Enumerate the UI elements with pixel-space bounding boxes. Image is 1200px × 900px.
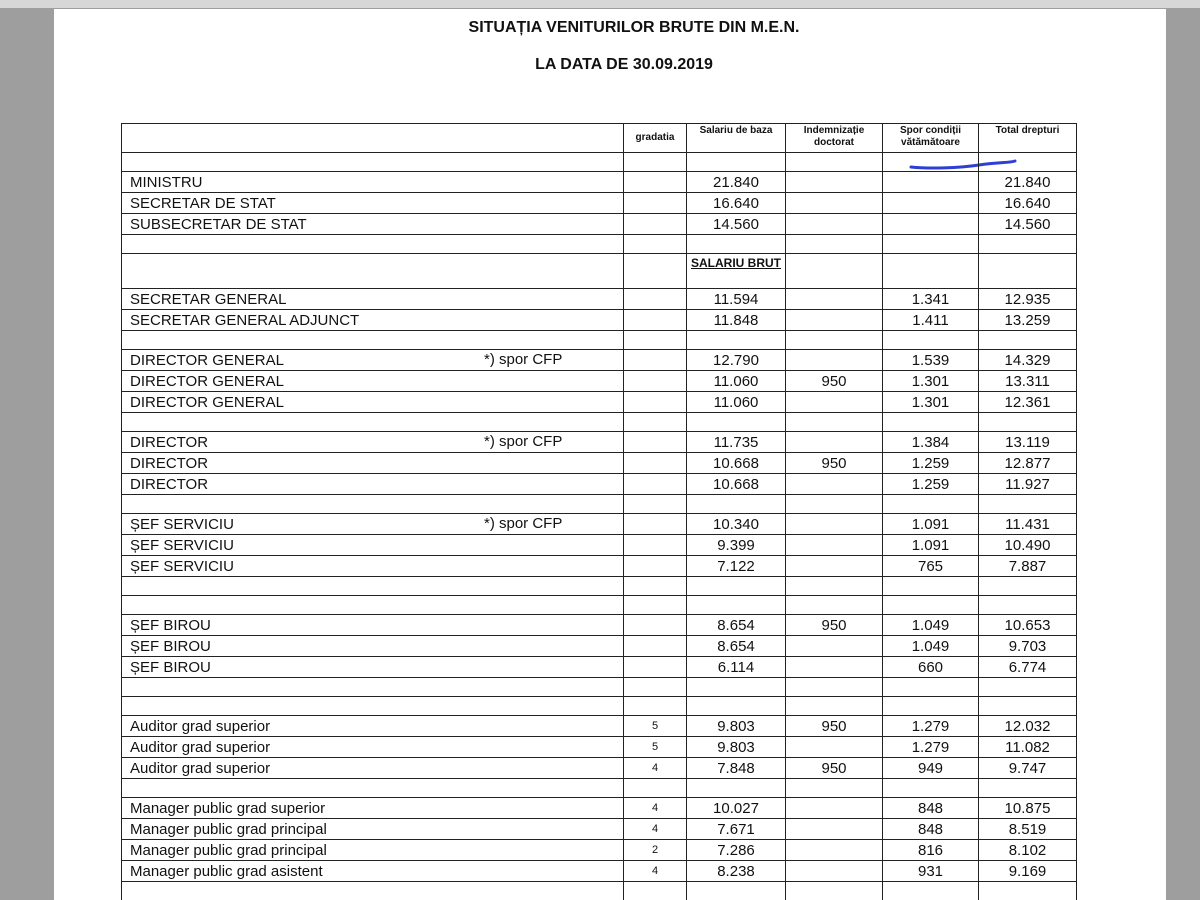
empty-cell (624, 413, 687, 432)
empty-cell (122, 697, 624, 716)
header-spor: Spor condiții vătămătoare (883, 124, 979, 153)
salariu-cell: 9.803 (687, 737, 786, 758)
position-cell (122, 432, 624, 453)
spor-cell: 1.341 (883, 289, 979, 310)
table-row (122, 636, 1077, 657)
gradatia-cell: 4 (624, 861, 687, 882)
table-row (122, 758, 1077, 779)
empty-cell (122, 577, 624, 596)
empty-cell (979, 235, 1077, 254)
header-indemnizatie: Indemnizație doctorat (786, 124, 883, 153)
gradatia-cell: 4 (624, 819, 687, 840)
spor-cell: 949 (883, 758, 979, 779)
table-row (122, 861, 1077, 882)
empty-cell (624, 697, 687, 716)
table-row (122, 535, 1077, 556)
empty-cell (687, 495, 786, 514)
total-cell: 12.361 (979, 392, 1077, 413)
empty-cell (786, 495, 883, 514)
gradatia-cell (624, 371, 687, 392)
indemnizatie-cell (786, 840, 883, 861)
spacer-row (122, 596, 1077, 615)
position-cell (122, 392, 624, 413)
position-name: SUBSECRETAR DE STAT (130, 215, 307, 233)
gradatia-cell (624, 350, 687, 371)
position-name: Manager public grad principal (130, 841, 327, 859)
spor-cfp-note: *) spor CFP (484, 515, 563, 532)
gradatia-cell: 4 (624, 798, 687, 819)
gradatia-cell (624, 657, 687, 678)
table-row (122, 371, 1077, 392)
gradatia-cell (624, 535, 687, 556)
spor-cfp-note: *) spor CFP (484, 433, 563, 450)
empty-cell (624, 678, 687, 697)
header-salariu-baza: Salariu de baza (687, 124, 786, 153)
empty-cell (883, 413, 979, 432)
position-name: Manager public grad asistent (130, 862, 323, 880)
position-name: ȘEF SERVICIU (130, 536, 234, 554)
total-cell: 14.560 (979, 214, 1077, 235)
table-row (122, 214, 1077, 235)
total-cell: 10.653 (979, 615, 1077, 636)
position-cell (122, 758, 624, 779)
empty-cell (122, 882, 624, 900)
spacer-row (122, 413, 1077, 432)
spor-cell: 660 (883, 657, 979, 678)
total-cell: 10.875 (979, 798, 1077, 819)
position-cell (122, 350, 624, 371)
gradatia-cell (624, 453, 687, 474)
empty-cell (122, 153, 624, 172)
salariu-cell: 9.803 (687, 716, 786, 737)
position-cell (122, 819, 624, 840)
empty-cell (687, 413, 786, 432)
indemnizatie-cell (786, 657, 883, 678)
indemnizatie-cell (786, 819, 883, 840)
salariu-cell: 11.060 (687, 371, 786, 392)
table-row (122, 840, 1077, 861)
position-cell (122, 193, 624, 214)
position-name: DIRECTOR (130, 433, 209, 451)
salariu-cell: 7.122 (687, 556, 786, 577)
empty-cell (624, 254, 687, 289)
total-cell: 11.927 (979, 474, 1077, 495)
spor-cell: 1.049 (883, 615, 979, 636)
salariu-brut-label: SALARIU BRUT (687, 254, 786, 289)
total-cell: 11.431 (979, 514, 1077, 535)
position-cell (122, 861, 624, 882)
total-cell: 13.259 (979, 310, 1077, 331)
position-cell (122, 453, 624, 474)
empty-cell (786, 235, 883, 254)
position-name: Auditor grad superior (130, 717, 271, 735)
empty-cell (786, 779, 883, 798)
salariu-cell: 10.668 (687, 453, 786, 474)
indemnizatie-cell (786, 798, 883, 819)
table-row (122, 657, 1077, 678)
empty-cell (979, 697, 1077, 716)
table-row (122, 453, 1077, 474)
empty-cell (786, 882, 883, 900)
indemnizatie-cell (786, 556, 883, 577)
spor-cfp-note: *) spor CFP (484, 351, 563, 368)
spacer-row (122, 495, 1077, 514)
spor-cell: 1.091 (883, 535, 979, 556)
indemnizatie-cell (786, 392, 883, 413)
viewer-toolbar-strip (0, 0, 1200, 8)
position-cell (122, 172, 624, 193)
gradatia-cell (624, 172, 687, 193)
total-cell: 6.774 (979, 657, 1077, 678)
gradatia-cell (624, 432, 687, 453)
indemnizatie-cell (786, 172, 883, 193)
total-cell: 12.032 (979, 716, 1077, 737)
indemnizatie-cell (786, 350, 883, 371)
header-gradatia: gradatia (624, 124, 687, 153)
indemnizatie-cell (786, 474, 883, 495)
gradatia-cell (624, 615, 687, 636)
salariu-cell: 7.671 (687, 819, 786, 840)
spor-cell: 1.259 (883, 453, 979, 474)
indemnizatie-cell: 950 (786, 716, 883, 737)
table-header-row (122, 124, 1077, 153)
indemnizatie-cell (786, 432, 883, 453)
total-cell: 10.490 (979, 535, 1077, 556)
position-name: MINISTRU (130, 173, 203, 191)
table-row (122, 350, 1077, 371)
empty-cell (786, 413, 883, 432)
spor-cell: 1.301 (883, 392, 979, 413)
empty-cell (883, 779, 979, 798)
total-cell: 13.311 (979, 371, 1077, 392)
position-name: SECRETAR GENERAL ADJUNCT (130, 311, 360, 329)
total-cell: 8.519 (979, 819, 1077, 840)
table-row (122, 474, 1077, 495)
empty-cell (122, 678, 624, 697)
empty-cell (122, 331, 624, 350)
empty-cell (979, 331, 1077, 350)
spor-cell: 1.411 (883, 310, 979, 331)
empty-cell (979, 254, 1077, 289)
gradatia-cell (624, 636, 687, 657)
salariu-cell: 11.735 (687, 432, 786, 453)
position-name: DIRECTOR (130, 475, 209, 493)
table-row (122, 798, 1077, 819)
empty-cell (687, 882, 786, 900)
spacer-row (122, 779, 1077, 798)
position-name: DIRECTOR GENERAL (130, 351, 284, 369)
table-row (122, 819, 1077, 840)
empty-cell (883, 577, 979, 596)
empty-cell (979, 577, 1077, 596)
position-name: Manager public grad principal (130, 820, 327, 838)
position-cell (122, 474, 624, 495)
spor-cell: 1.091 (883, 514, 979, 535)
position-name: SECRETAR DE STAT (130, 194, 276, 212)
spacer-row (122, 331, 1077, 350)
spor-cell: 1.279 (883, 737, 979, 758)
empty-cell (624, 153, 687, 172)
salariu-cell: 8.654 (687, 615, 786, 636)
salariu-cell: 16.640 (687, 193, 786, 214)
indemnizatie-cell: 950 (786, 371, 883, 392)
gradatia-cell: 4 (624, 758, 687, 779)
empty-cell (122, 413, 624, 432)
total-cell: 9.703 (979, 636, 1077, 657)
table-row (122, 432, 1077, 453)
empty-cell (624, 882, 687, 900)
gradatia-cell (624, 556, 687, 577)
salariu-cell: 12.790 (687, 350, 786, 371)
empty-cell (786, 153, 883, 172)
empty-cell (979, 678, 1077, 697)
gradatia-cell (624, 514, 687, 535)
spacer-row (122, 882, 1077, 900)
empty-cell (624, 235, 687, 254)
position-cell (122, 535, 624, 556)
salariu-cell: 7.848 (687, 758, 786, 779)
salariu-cell: 10.668 (687, 474, 786, 495)
empty-cell (979, 413, 1077, 432)
position-name: Auditor grad superior (130, 738, 271, 756)
position-cell (122, 737, 624, 758)
salariu-cell: 11.848 (687, 310, 786, 331)
salariu-cell: 8.654 (687, 636, 786, 657)
salariu-cell: 10.027 (687, 798, 786, 819)
section-label-row (122, 254, 1077, 289)
indemnizatie-cell (786, 861, 883, 882)
empty-cell (883, 596, 979, 615)
table-row (122, 556, 1077, 577)
empty-cell (687, 331, 786, 350)
salariu-cell: 10.340 (687, 514, 786, 535)
position-name: ȘEF BIROU (130, 616, 211, 634)
position-cell (122, 840, 624, 861)
position-cell (122, 798, 624, 819)
empty-cell (979, 153, 1077, 172)
empty-cell (979, 495, 1077, 514)
indemnizatie-cell: 950 (786, 758, 883, 779)
empty-cell (122, 596, 624, 615)
position-name: ȘEF SERVICIU (130, 557, 234, 575)
gradatia-cell (624, 474, 687, 495)
position-cell (122, 716, 624, 737)
total-cell: 21.840 (979, 172, 1077, 193)
spor-cell: 931 (883, 861, 979, 882)
document-page (54, 9, 1166, 900)
indemnizatie-cell: 950 (786, 615, 883, 636)
salariu-cell: 21.840 (687, 172, 786, 193)
indemnizatie-cell (786, 214, 883, 235)
empty-cell (687, 235, 786, 254)
spor-cell: 1.259 (883, 474, 979, 495)
spor-cell: 1.301 (883, 371, 979, 392)
position-cell (122, 214, 624, 235)
salary-table (121, 123, 1077, 900)
position-name: Auditor grad superior (130, 759, 271, 777)
salariu-cell: 11.594 (687, 289, 786, 310)
position-cell (122, 657, 624, 678)
salariu-cell: 9.399 (687, 535, 786, 556)
empty-cell (786, 678, 883, 697)
total-cell: 9.747 (979, 758, 1077, 779)
gradatia-cell: 5 (624, 737, 687, 758)
spor-cell: 765 (883, 556, 979, 577)
empty-cell (883, 153, 979, 172)
total-cell: 7.887 (979, 556, 1077, 577)
spor-cell: 816 (883, 840, 979, 861)
position-cell (122, 514, 624, 535)
gradatia-cell (624, 193, 687, 214)
total-cell: 13.119 (979, 432, 1077, 453)
spor-cell: 1.279 (883, 716, 979, 737)
empty-cell (624, 495, 687, 514)
total-cell: 9.169 (979, 861, 1077, 882)
table-row (122, 514, 1077, 535)
salariu-cell: 6.114 (687, 657, 786, 678)
total-cell: 12.877 (979, 453, 1077, 474)
empty-cell (883, 254, 979, 289)
empty-cell (687, 596, 786, 615)
indemnizatie-cell (786, 193, 883, 214)
gradatia-cell: 2 (624, 840, 687, 861)
empty-cell (624, 577, 687, 596)
total-cell: 11.082 (979, 737, 1077, 758)
empty-cell (687, 678, 786, 697)
total-cell: 12.935 (979, 289, 1077, 310)
position-name: DIRECTOR (130, 454, 209, 472)
empty-cell (786, 254, 883, 289)
indemnizatie-cell (786, 310, 883, 331)
spacer-row (122, 153, 1077, 172)
position-name: ȘEF BIROU (130, 658, 211, 676)
empty-cell (979, 596, 1077, 615)
empty-cell (883, 882, 979, 900)
table-row (122, 310, 1077, 331)
empty-cell (883, 495, 979, 514)
table-row (122, 716, 1077, 737)
empty-cell (883, 331, 979, 350)
table-row (122, 172, 1077, 193)
position-cell (122, 556, 624, 577)
total-cell: 16.640 (979, 193, 1077, 214)
empty-cell (979, 779, 1077, 798)
empty-cell (687, 779, 786, 798)
indemnizatie-cell (786, 289, 883, 310)
document-subtitle: LA DATA DE 30.09.2019 (535, 56, 713, 73)
table-row (122, 615, 1077, 636)
indemnizatie-cell (786, 514, 883, 535)
empty-cell (624, 331, 687, 350)
table-row (122, 392, 1077, 413)
empty-cell (786, 331, 883, 350)
header-position (122, 124, 624, 153)
gradatia-cell (624, 392, 687, 413)
position-cell (122, 371, 624, 392)
empty-cell (883, 235, 979, 254)
spor-cell: 848 (883, 798, 979, 819)
total-cell: 8.102 (979, 840, 1077, 861)
spor-cell (883, 193, 979, 214)
empty-cell (122, 779, 624, 798)
spor-cell: 1.539 (883, 350, 979, 371)
position-name: Manager public grad superior (130, 799, 326, 817)
empty-cell (883, 697, 979, 716)
spor-cell: 1.049 (883, 636, 979, 657)
document-title: SITUAȚIA VENITURILOR BRUTE DIN M.E.N. (468, 19, 800, 36)
spor-cell: 1.384 (883, 432, 979, 453)
salariu-cell: 14.560 (687, 214, 786, 235)
indemnizatie-cell (786, 737, 883, 758)
indemnizatie-cell (786, 636, 883, 657)
gradatia-cell (624, 214, 687, 235)
empty-cell (786, 577, 883, 596)
position-name: DIRECTOR GENERAL (130, 372, 284, 390)
indemnizatie-cell (786, 535, 883, 556)
spacer-row (122, 235, 1077, 254)
header-total: Total drepturi (979, 124, 1077, 153)
spor-cell (883, 172, 979, 193)
empty-cell (687, 577, 786, 596)
table-row (122, 737, 1077, 758)
salariu-cell: 11.060 (687, 392, 786, 413)
empty-cell (786, 697, 883, 716)
gradatia-cell: 5 (624, 716, 687, 737)
empty-cell (687, 153, 786, 172)
empty-cell (624, 596, 687, 615)
spacer-row (122, 697, 1077, 716)
salariu-cell: 8.238 (687, 861, 786, 882)
spacer-row (122, 678, 1077, 697)
indemnizatie-cell: 950 (786, 453, 883, 474)
empty-cell (979, 882, 1077, 900)
empty-cell (122, 254, 624, 289)
position-cell (122, 289, 624, 310)
position-name: ȘEF BIROU (130, 637, 211, 655)
total-cell: 14.329 (979, 350, 1077, 371)
position-name: DIRECTOR GENERAL (130, 393, 284, 411)
table-row (122, 193, 1077, 214)
position-cell (122, 310, 624, 331)
spor-cell (883, 214, 979, 235)
gradatia-cell (624, 310, 687, 331)
table-row (122, 289, 1077, 310)
position-cell (122, 615, 624, 636)
gradatia-cell (624, 289, 687, 310)
position-name: SECRETAR GENERAL (130, 290, 287, 308)
spor-cell: 848 (883, 819, 979, 840)
empty-cell (122, 495, 624, 514)
empty-cell (687, 697, 786, 716)
empty-cell (883, 678, 979, 697)
empty-cell (786, 596, 883, 615)
empty-cell (122, 235, 624, 254)
salariu-cell: 7.286 (687, 840, 786, 861)
spacer-row (122, 577, 1077, 596)
empty-cell (624, 779, 687, 798)
position-name: ȘEF SERVICIU (130, 515, 234, 533)
position-cell (122, 636, 624, 657)
